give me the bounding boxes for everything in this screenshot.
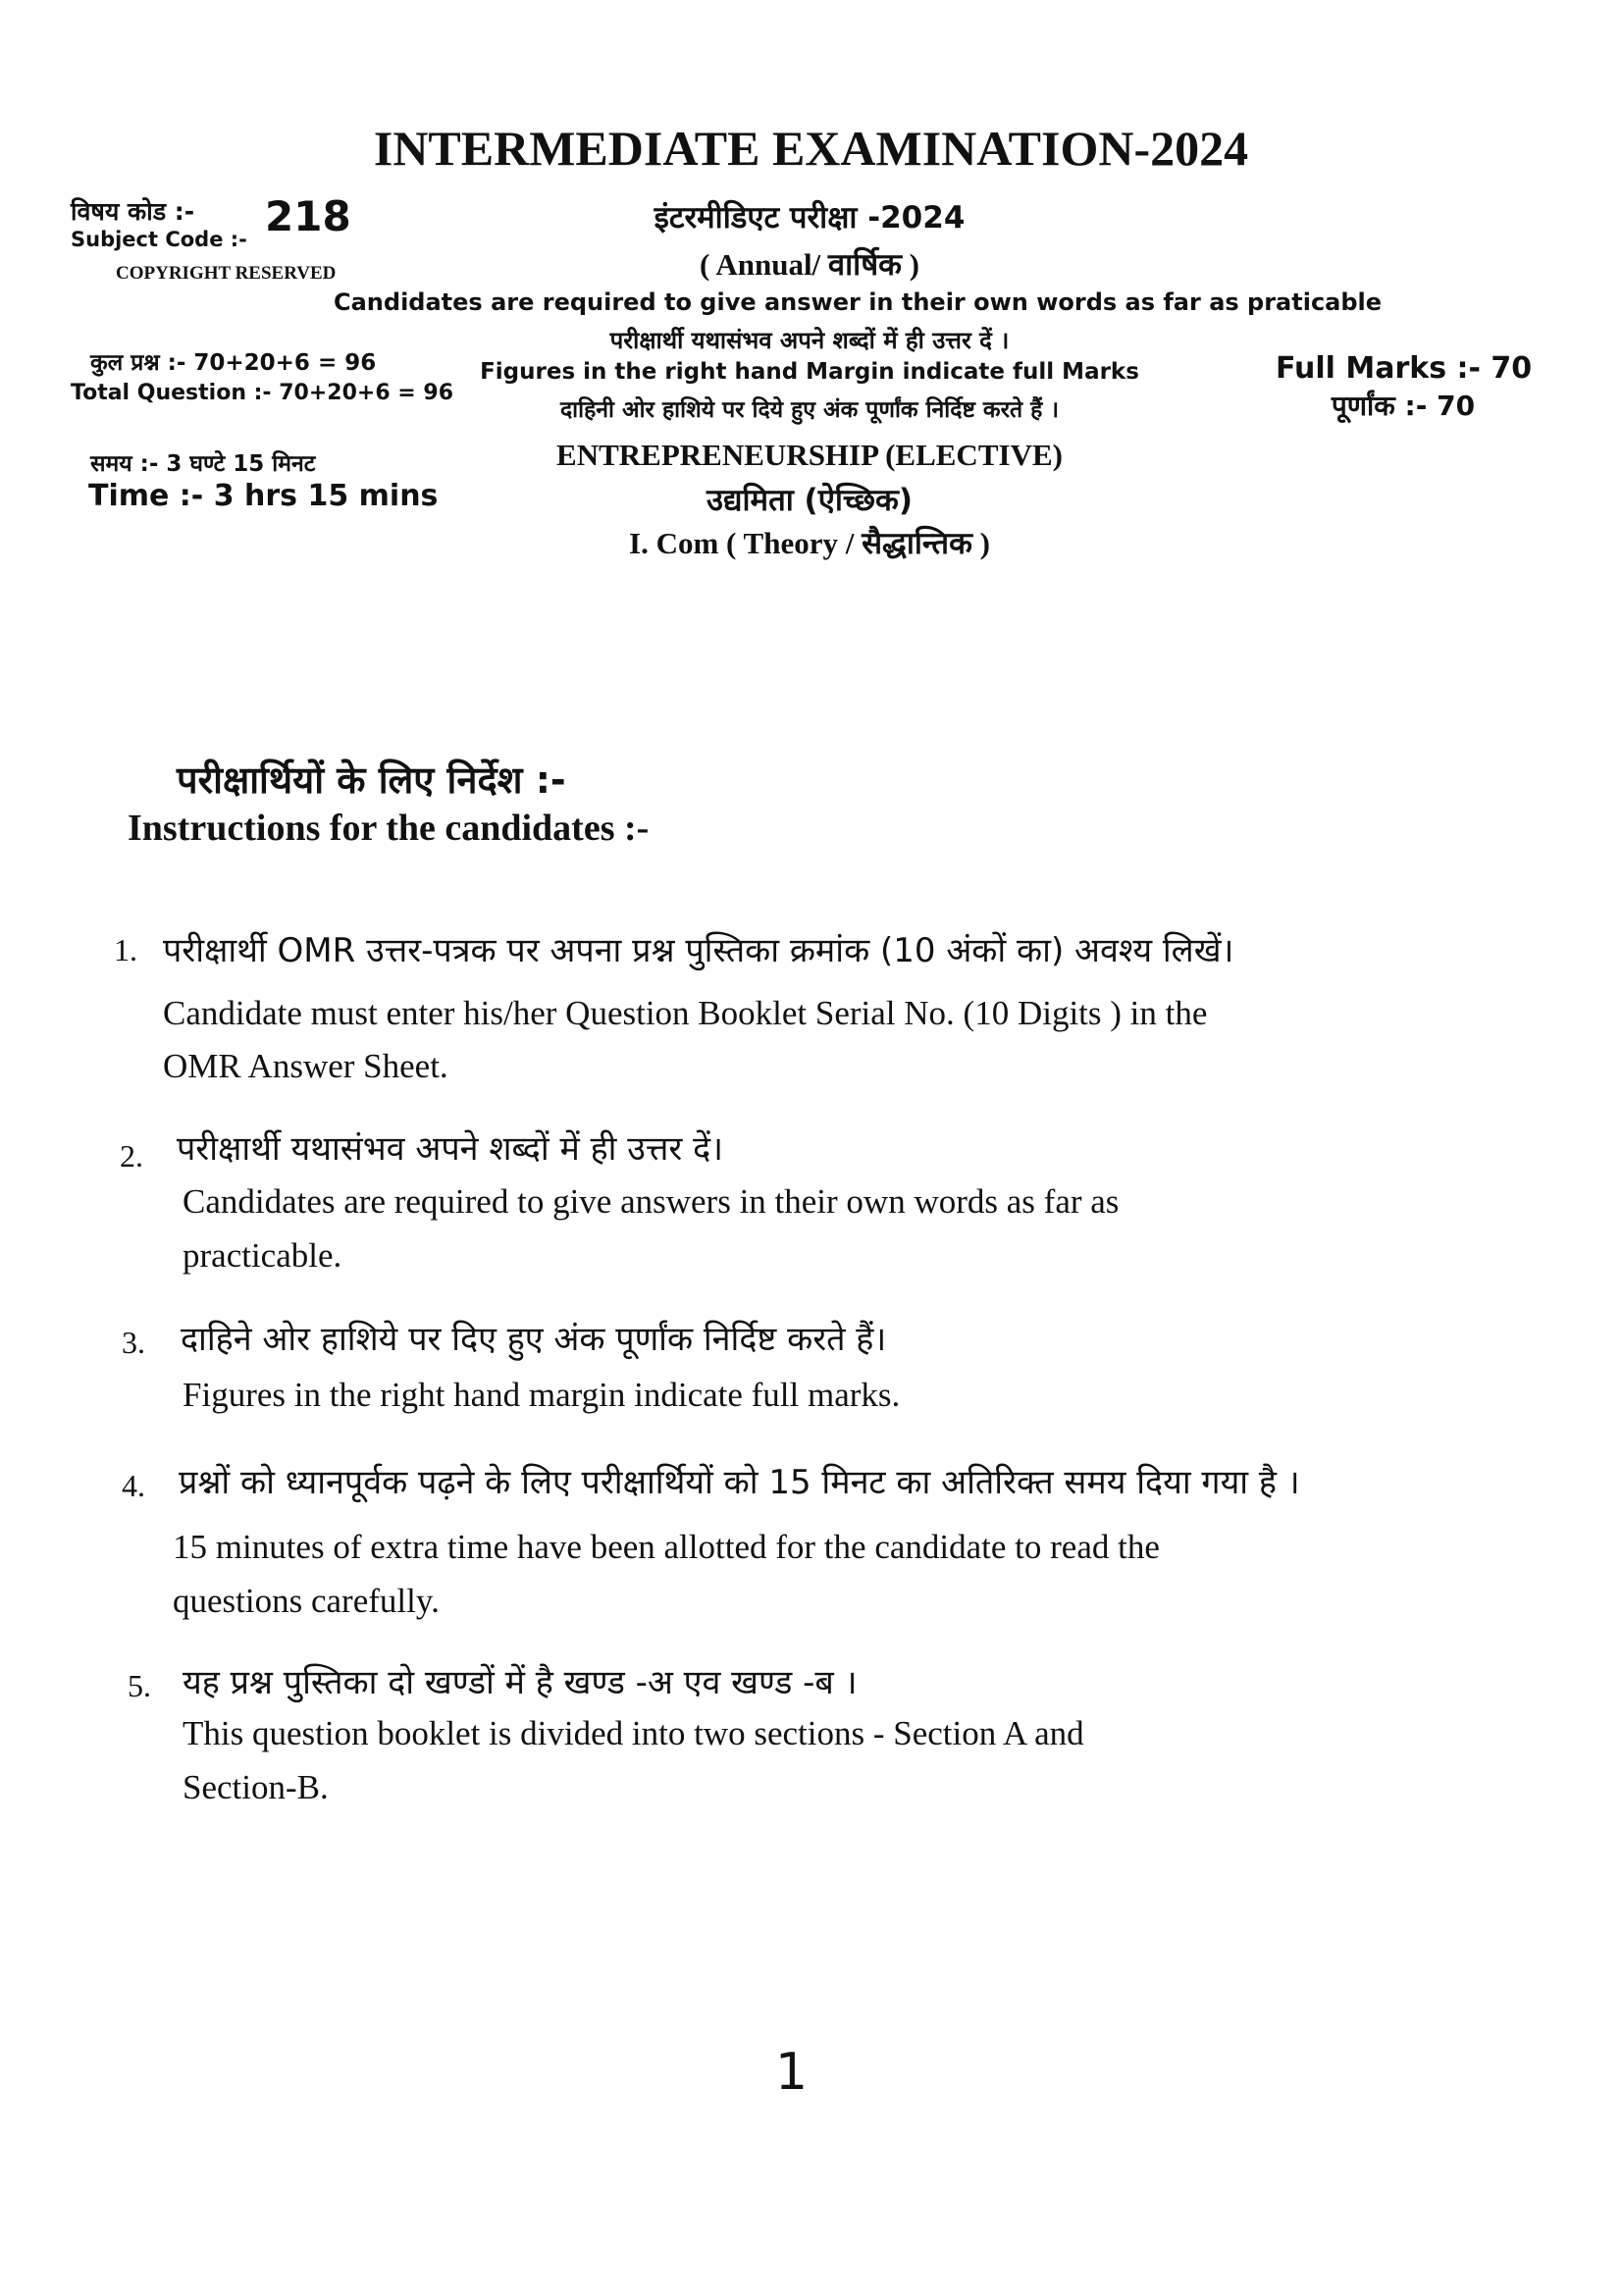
stream-paper: I. Com ( Theory / सैद्धान्तिक ) bbox=[629, 526, 990, 560]
total-question-hindi: कुल प्रश्न :- 70+20+6 = 96 bbox=[90, 350, 377, 376]
instructions-heading: Instructions for the candidates :- bbox=[128, 808, 650, 849]
instruction-english: This question booklet is divided into two sections - Section A and bbox=[183, 1714, 1084, 1752]
instruction-hindi: परीक्षार्थी OMR उत्तर-पत्रक पर अपना प्रश्न पुस्तिका क्रमांक (10 अंकों का) अवश्य लिखें। bbox=[163, 931, 1234, 970]
full-marks: Full Marks :- 70 bbox=[1276, 351, 1533, 386]
instruction-english: Candidates are required to give answers in their own words as far as bbox=[183, 1182, 1120, 1221]
page-number: 1 bbox=[775, 2043, 809, 2102]
instruction-english: Figures in the right hand margin indicate full marks. bbox=[183, 1376, 901, 1414]
instruction-number: 5. bbox=[128, 1668, 151, 1703]
exam-type: ( Annual/ वार्षिक ) bbox=[699, 247, 920, 282]
total-question: Total Question :- 70+20+6 = 96 bbox=[71, 381, 453, 405]
answer-instruction-hindi: परीक्षार्थी यथासंभव अपने शब्दों में ही उत्तर दें । bbox=[609, 327, 1010, 354]
instruction-hindi: परीक्षार्थी यथासंभव अपने शब्दों में ही उत्तर दें। bbox=[177, 1129, 724, 1169]
subject-code-label-hindi: विषय कोड :- bbox=[71, 197, 195, 226]
instruction-hindi: यह प्रश्न पुस्तिका दो खण्डों में है खण्ड -अ एव खण्ड -ब । bbox=[183, 1663, 858, 1702]
full-marks-hindi: पूर्णांक :- 70 bbox=[1331, 390, 1476, 422]
instruction-number: 1. bbox=[114, 932, 137, 967]
marks-instruction: Figures in the right hand Margin indicate full Marks bbox=[480, 359, 1139, 385]
instruction-english-continued: Section-B. bbox=[183, 1768, 329, 1806]
copyright-notice: COPYRIGHT RESERVED bbox=[116, 263, 337, 284]
instruction-number: 3. bbox=[122, 1325, 145, 1360]
subject-code-value: 218 bbox=[265, 192, 351, 240]
time-hindi: समय :- 3 घण्टे 15 मिनट bbox=[90, 451, 316, 477]
instruction-hindi: प्रश्नों को ध्यानपूर्वक पढ़ने के लिए परीक्षार्थियों को 15 मिनट का अतिरिक्त समय दिया गया है । bbox=[179, 1463, 1300, 1502]
instruction-english-continued: practicable. bbox=[183, 1236, 342, 1275]
exam-title-hindi: इंटरमीडिएट परीक्षा -2024 bbox=[654, 200, 966, 235]
marks-instruction-hindi: दाहिनी ओर हाशिये पर दिये हुए अंक पूर्णांक निर्दिष्ट करते हैं । bbox=[559, 397, 1060, 423]
instruction-english: Candidate must enter his/her Question Booklet Serial No. (10 Digits ) in the bbox=[163, 994, 1208, 1032]
instruction-number: 4. bbox=[122, 1468, 145, 1503]
time-allowed: Time :- 3 hrs 15 mins bbox=[88, 479, 439, 513]
instruction-hindi: दाहिने ओर हाशिये पर दिए हुए अंक पूर्णांक निर्दिष्ट करते हैं। bbox=[181, 1320, 887, 1359]
instruction-english-continued: OMR Answer Sheet. bbox=[163, 1047, 448, 1085]
subject-name-hindi: उद्यमिता (ऐच्छिक) bbox=[706, 483, 914, 518]
instruction-english: 15 minutes of extra time have been allotted for the candidate to read the bbox=[173, 1528, 1160, 1566]
exam-title: INTERMEDIATE EXAMINATION-2024 bbox=[373, 121, 1249, 176]
instruction-english-continued: questions carefully. bbox=[173, 1582, 440, 1620]
instruction-number: 2. bbox=[120, 1138, 143, 1174]
instructions-heading-hindi: परीक्षार्थियों के लिए निर्देश :- bbox=[177, 758, 566, 802]
answer-instruction: Candidates are required to give answer in their own words as far as praticable bbox=[334, 288, 1383, 316]
subject-code-label: Subject Code :- bbox=[71, 228, 247, 251]
subject-name: ENTREPRENEURSHIP (ELECTIVE) bbox=[556, 438, 1063, 472]
